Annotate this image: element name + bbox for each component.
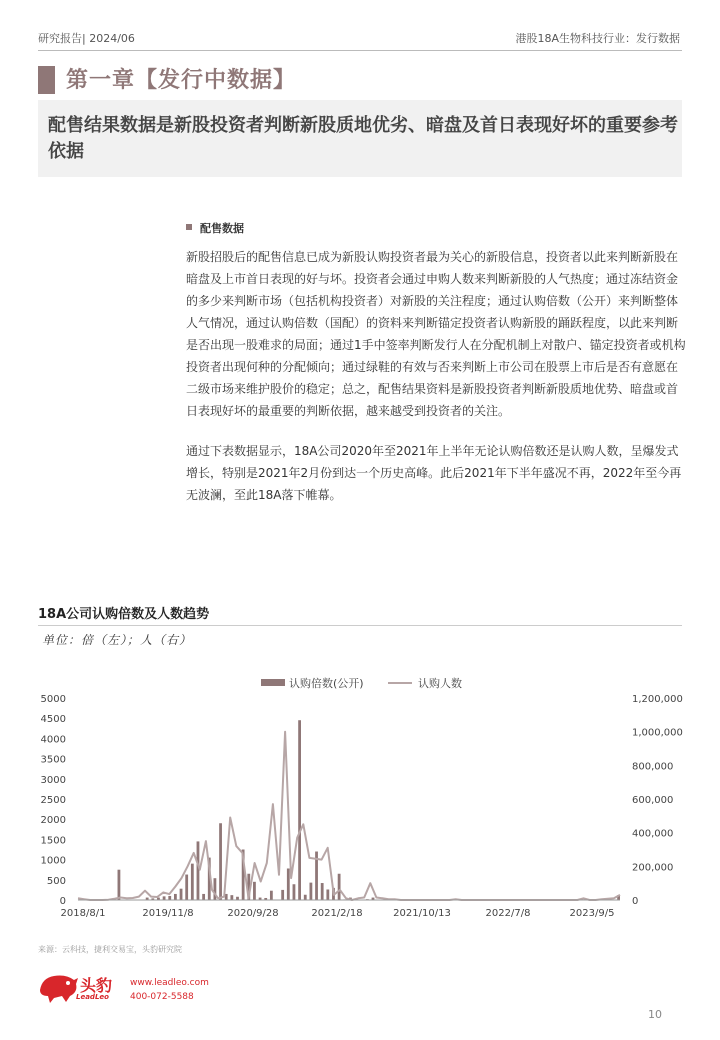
- section-heading: [186, 220, 244, 236]
- bar-subscription-multiple: [270, 891, 273, 900]
- right-axis-tick-label: 200,000: [632, 862, 674, 874]
- left-axis-tick-label: 500: [46, 875, 66, 887]
- bar-subscription-multiple: [202, 894, 205, 900]
- header-report-title: 港股18A生物科技行业：发行数据: [515, 32, 680, 45]
- bar-subscription-multiple: [321, 883, 324, 900]
- chart-title: 18A公司认购倍数及人数趋势: [38, 607, 210, 622]
- bar-subscription-multiple: [298, 720, 301, 900]
- bar-subscription-multiple: [281, 890, 284, 900]
- bar-subscription-multiple: [304, 895, 307, 900]
- right-axis-tick-label: 1,200,000: [632, 694, 683, 705]
- page-number: 10: [648, 1008, 662, 1021]
- bar-subscription-multiple: [309, 883, 312, 900]
- legend-label-line: 认购人数: [418, 677, 462, 690]
- left-axis-tick-label: 1000: [40, 855, 66, 867]
- right-axis-tick-label: 0: [632, 896, 639, 907]
- right-axis-tick-label: 400,000: [632, 828, 674, 840]
- bar-subscription-multiple: [326, 889, 329, 900]
- left-axis-tick-label: 1500: [40, 835, 66, 847]
- logo-text: 头豹: [80, 976, 113, 995]
- left-axis-tick-label: 4500: [40, 714, 66, 726]
- chart-unit: 单位：倍（左）；人（右）: [42, 633, 193, 647]
- legend-label-bar: 认购倍数(公开): [289, 677, 364, 690]
- chart-title-divider: [38, 625, 682, 626]
- header-report-date: 研究报告| 2024/06: [38, 32, 135, 45]
- bar-subscription-multiple: [197, 841, 200, 900]
- left-axis-tick-label: 4000: [40, 734, 66, 746]
- bar-subscription-multiple: [293, 884, 296, 900]
- bar-subscription-multiple: [118, 870, 121, 900]
- left-axis-tick-label: 2000: [40, 815, 66, 827]
- section-title: 配售数据: [200, 222, 244, 235]
- chapter-marker: [38, 66, 55, 94]
- phone-number: 400-072-5588: [130, 992, 194, 1002]
- bar-subscription-multiple: [191, 864, 194, 900]
- header-divider: [38, 50, 682, 51]
- left-axis-tick-label: 3500: [40, 754, 66, 766]
- x-axis-tick-label: 2021/2/18: [311, 908, 363, 919]
- x-axis-tick-label: 2021/10/13: [393, 908, 451, 919]
- bar-subscription-multiple: [174, 894, 177, 900]
- right-axis-tick-label: 800,000: [632, 761, 674, 773]
- subtitle: 配售结果数据是新股投资者判断新股质地优劣、暗盘及首日表现好坏的重要参考依据: [48, 115, 678, 162]
- body-paragraph-1: 新股招股后的配售信息已成为新股认购投资者最为关心的新股信息，投资者以此来判断新股在暗盘及上市首日表现的好与坏。投资者会通过申购人数来判断新股的人气热度；通过冻结资金的多少来判断市场（包括机构投资者）对新股的关注程度；通过认购倍数（公开）来判断整体人气情况，通过认购倍数（国配）的资料来判断锚定投资者认购新股的踊跃程度，以此来判断是否出现一股难求的局面；通过1手中签率判断发行人在分配机制上对散户、锚定投资者或机构投资者出现何种的分配倾向；通过绿鞋的有效与否来判断上市公司在股票上市后是否有意愿在二级市场来维护股价的稳定；总之，配售结果资料是新股投资者判断新股质地优势、暗盘或首日表现好坏的最重要的判断依据，越来越受到投资者的关注。: [186, 250, 686, 418]
- x-axis-tick-label: 2022/7/8: [485, 908, 531, 919]
- left-axis-tick-label: 3000: [40, 774, 66, 786]
- bar-subscription-multiple: [287, 868, 290, 900]
- body-paragraph-2: 通过下表数据显示，18A公司2020年至2021年上半年无论认购倍数还是认购人数，呈爆发式增长，特别是2021年2月份到达一个历史高峰。此后2021年下半年盛况不再，2022年至今再无波澜，至此18A落下帷幕。: [186, 444, 682, 502]
- website-link[interactable]: www.leadleo.com: [130, 978, 209, 988]
- bar-subscription-multiple: [163, 896, 166, 900]
- chapter-title: 第一章【发行中数据】: [66, 68, 297, 93]
- x-axis-tick-label: 2019/11/8: [142, 908, 194, 919]
- bar-subscription-multiple: [230, 895, 233, 900]
- legend-swatch-bar: [261, 679, 285, 686]
- section-bullet-icon: [186, 224, 192, 230]
- logo-subtext: LeadLeo: [76, 993, 109, 1001]
- trend-chart: [0, 660, 720, 920]
- x-axis-tick-label: 2023/9/5: [569, 908, 615, 919]
- left-axis-tick-label: 2500: [40, 795, 66, 806]
- bar-subscription-multiple: [185, 875, 188, 900]
- line-subscriber-count: [78, 732, 620, 900]
- bar-subscription-multiple: [338, 874, 341, 900]
- chart-source: 来源：云科技，捷利交易宝，头豹研究院: [38, 945, 182, 954]
- x-axis-tick-label: 2018/8/1: [60, 908, 106, 919]
- bar-subscription-multiple: [180, 889, 183, 900]
- right-axis-tick-label: 600,000: [632, 795, 674, 806]
- left-axis-tick-label: 5000: [40, 694, 66, 705]
- bar-subscription-multiple: [253, 882, 256, 900]
- contact-info: [130, 976, 209, 1004]
- bar-subscription-multiple: [168, 896, 171, 900]
- leadleo-logo-icon: [36, 970, 80, 1004]
- bar-subscription-multiple: [219, 823, 222, 900]
- left-axis-tick-label: 0: [59, 896, 66, 907]
- x-axis-tick-label: 2020/9/28: [227, 908, 279, 919]
- right-axis-tick-label: 1,000,000: [632, 727, 683, 739]
